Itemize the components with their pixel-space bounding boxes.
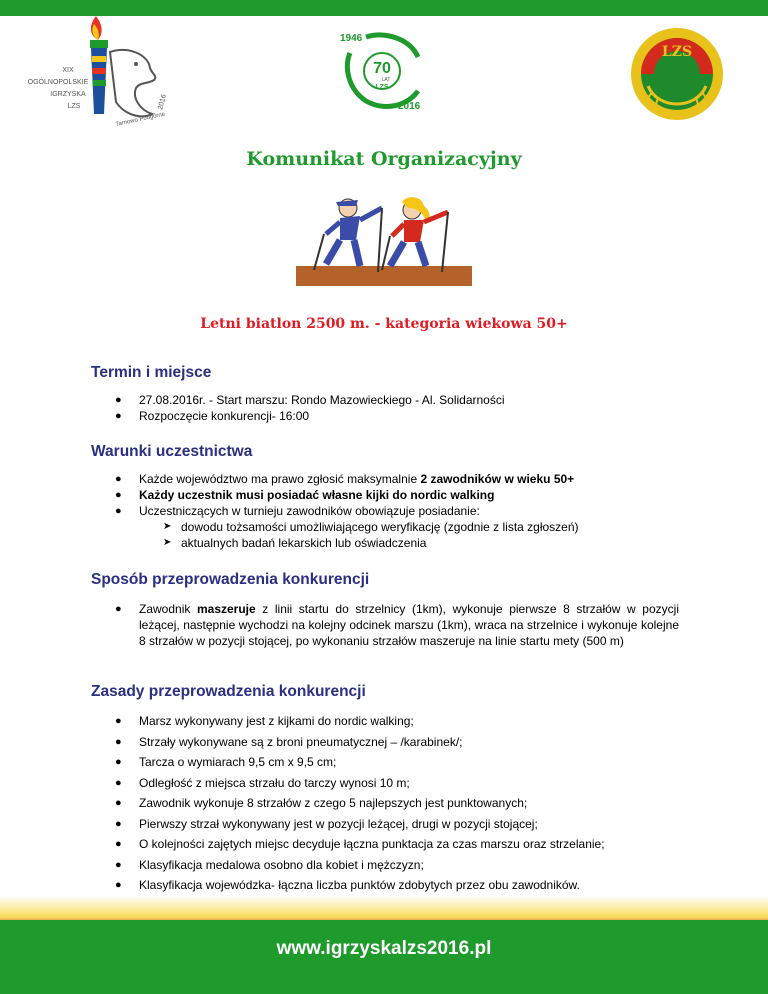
bullet-icon: ● xyxy=(115,858,122,871)
emblem-text: LZS xyxy=(661,44,693,60)
section-heading: Sposób przeprowadzenia konkurencji xyxy=(91,571,370,588)
logo-left-year: 2016 xyxy=(157,93,168,111)
logo-left-place: Tarnowo Podgórne xyxy=(115,111,166,128)
logo-left-line-2: OGÓLNOPOLSKIE xyxy=(28,79,89,86)
zasady-list xyxy=(91,711,689,896)
zasady-item-2: Strzały wykonywane są z broni pneumatycznej – /karabinek/; xyxy=(139,734,463,749)
section-heading: Termin i miejsce xyxy=(91,364,212,381)
arrow-bullet-icon: ➤ xyxy=(163,537,172,548)
logo-left-line-3: IGRZYSKA xyxy=(50,91,86,98)
warunki-item-1-bold: 2 zawodników w wieku 50+ xyxy=(420,472,575,486)
section-heading: Warunki uczestnictwa xyxy=(91,443,253,460)
list-item xyxy=(91,519,689,535)
footer-website-link[interactable]: www.igrzyskalzs2016.pl xyxy=(276,938,492,959)
list-item xyxy=(91,535,689,551)
termin-list xyxy=(91,392,689,424)
mid-number: 70 xyxy=(373,60,391,77)
page-title: Komunikat Organizacyjny xyxy=(246,148,522,170)
list-item xyxy=(91,793,689,814)
bullet-icon: ● xyxy=(115,394,122,406)
sposob-list xyxy=(91,601,689,649)
warunki-sub-1: dowodu tożsamości umożliwiającego weryfikację (zgodnie z lista zgłoszeń) xyxy=(181,520,579,534)
bullet-icon: ● xyxy=(115,410,122,422)
mid-lat: LAT xyxy=(381,77,391,83)
list-item xyxy=(91,732,689,753)
zasady-item-5: Zawodnik wykonuje 8 strzałów z czego 5 najlepszych jest punktowanych; xyxy=(139,796,528,810)
list-item xyxy=(91,392,689,408)
list-item xyxy=(91,503,689,519)
bullet-icon: ● xyxy=(115,715,122,727)
nordic-walkers-illustration xyxy=(296,194,472,286)
bullet-icon: ● xyxy=(115,505,122,517)
zasady-item-8: Klasyfikacja medalowa osobno dla kobiet i mężczyzn; xyxy=(139,857,424,872)
zasady-item-9: Klasyfikacja wojewódzka- łączna liczba punktów zdobytych przez obu zawodników. xyxy=(139,878,580,892)
section-warunki xyxy=(91,443,689,551)
lzs-emblem xyxy=(628,26,726,122)
bullet-icon: ● xyxy=(115,473,122,485)
termin-item-1: 27.08.2016r. - Start marszu: Rondo Mazowieckiego - Al. Solidarności xyxy=(139,393,505,407)
zasady-item-7: O kolejności zajętych miejsc decyduje łączna punktacja za czas marszu oraz strzelanie; xyxy=(139,837,605,851)
warunki-sub-2: aktualnych badań lekarskich lub oświadczenia xyxy=(181,536,427,550)
sposob-text-post: z linii startu do strzelnicy (1km), wykonuje pierwsze 8 strzałów w pozycji leżącej, następnie wychodzi na kolejny odcinek marszu (1km), wraca na strzelnice i wykonuje kolejne 8 strzałów w pozycji stojącej, po wykonaniu strzałów maszeruje na linie startu mety (500 m) xyxy=(139,602,679,648)
section-zasady xyxy=(91,683,689,896)
games-logo xyxy=(28,14,178,132)
list-item xyxy=(91,487,689,503)
zasady-item-6: Pierwszy strzał wykonywany jest w pozycji leżącej, drugi w pozycji stojącej; xyxy=(139,816,538,831)
bullet-icon: ● xyxy=(115,735,122,748)
mid-year-bottom: 2016 xyxy=(398,101,421,112)
mid-year-top: 1946 xyxy=(340,33,363,44)
arrow-bullet-icon: ➤ xyxy=(163,521,172,532)
bullet-icon: ● xyxy=(115,797,122,809)
zasady-item-4: Odległość z miejsca strzału do tarczy wynosi 10 m; xyxy=(139,775,410,790)
list-item xyxy=(91,814,689,835)
warunki-item-3: Uczestniczących w turnieju zawodników obowiązuje posiadanie: xyxy=(139,504,480,518)
section-sposob xyxy=(91,571,689,649)
bullet-icon: ● xyxy=(115,879,122,891)
bullet-icon: ● xyxy=(115,776,122,789)
mid-lzs: LZS xyxy=(375,84,389,91)
event-subtitle: Letni biatlon 2500 m. - kategoria wiekowa 50+ xyxy=(200,316,568,332)
bullet-icon: ● xyxy=(115,817,122,830)
anniversary-logo xyxy=(332,27,432,113)
list-item xyxy=(91,601,689,649)
warunki-list xyxy=(91,471,689,519)
bullet-icon: ● xyxy=(115,838,122,850)
list-item xyxy=(91,752,689,773)
termin-item-2: Rozpoczęcie konkurencji- 16:00 xyxy=(139,409,310,423)
section-heading: Zasady przeprowadzenia konkurencji xyxy=(91,683,366,700)
list-item xyxy=(91,711,689,732)
list-item xyxy=(91,855,689,876)
bullet-icon: ● xyxy=(115,603,122,615)
warunki-item-1-text: Każde województwo ma prawo zgłosić maksymalnie xyxy=(139,472,421,486)
list-item xyxy=(91,471,689,487)
zasady-item-1: Marsz wykonywany jest z kijkami do nordic walking; xyxy=(139,714,414,728)
list-item xyxy=(91,773,689,794)
logo-left-line-1: XIX xyxy=(62,67,74,74)
sposob-text-bold: maszeruje xyxy=(196,602,256,616)
warunki-item-2: Każdy uczestnik musi posiadać własne kijki do nordic walking xyxy=(139,488,495,502)
section-termin xyxy=(91,364,689,424)
logo-left-line-4: LZS xyxy=(67,103,81,110)
warunki-sublist xyxy=(91,519,689,551)
sposob-text-pre: Zawodnik xyxy=(139,602,197,616)
list-item xyxy=(91,875,689,896)
bullet-icon: ● xyxy=(115,756,122,768)
bullet-icon: ● xyxy=(115,489,122,501)
zasady-item-3: Tarcza o wymiarach 9,5 cm x 9,5 cm; xyxy=(139,755,337,769)
list-item xyxy=(91,408,689,424)
list-item xyxy=(91,834,689,855)
